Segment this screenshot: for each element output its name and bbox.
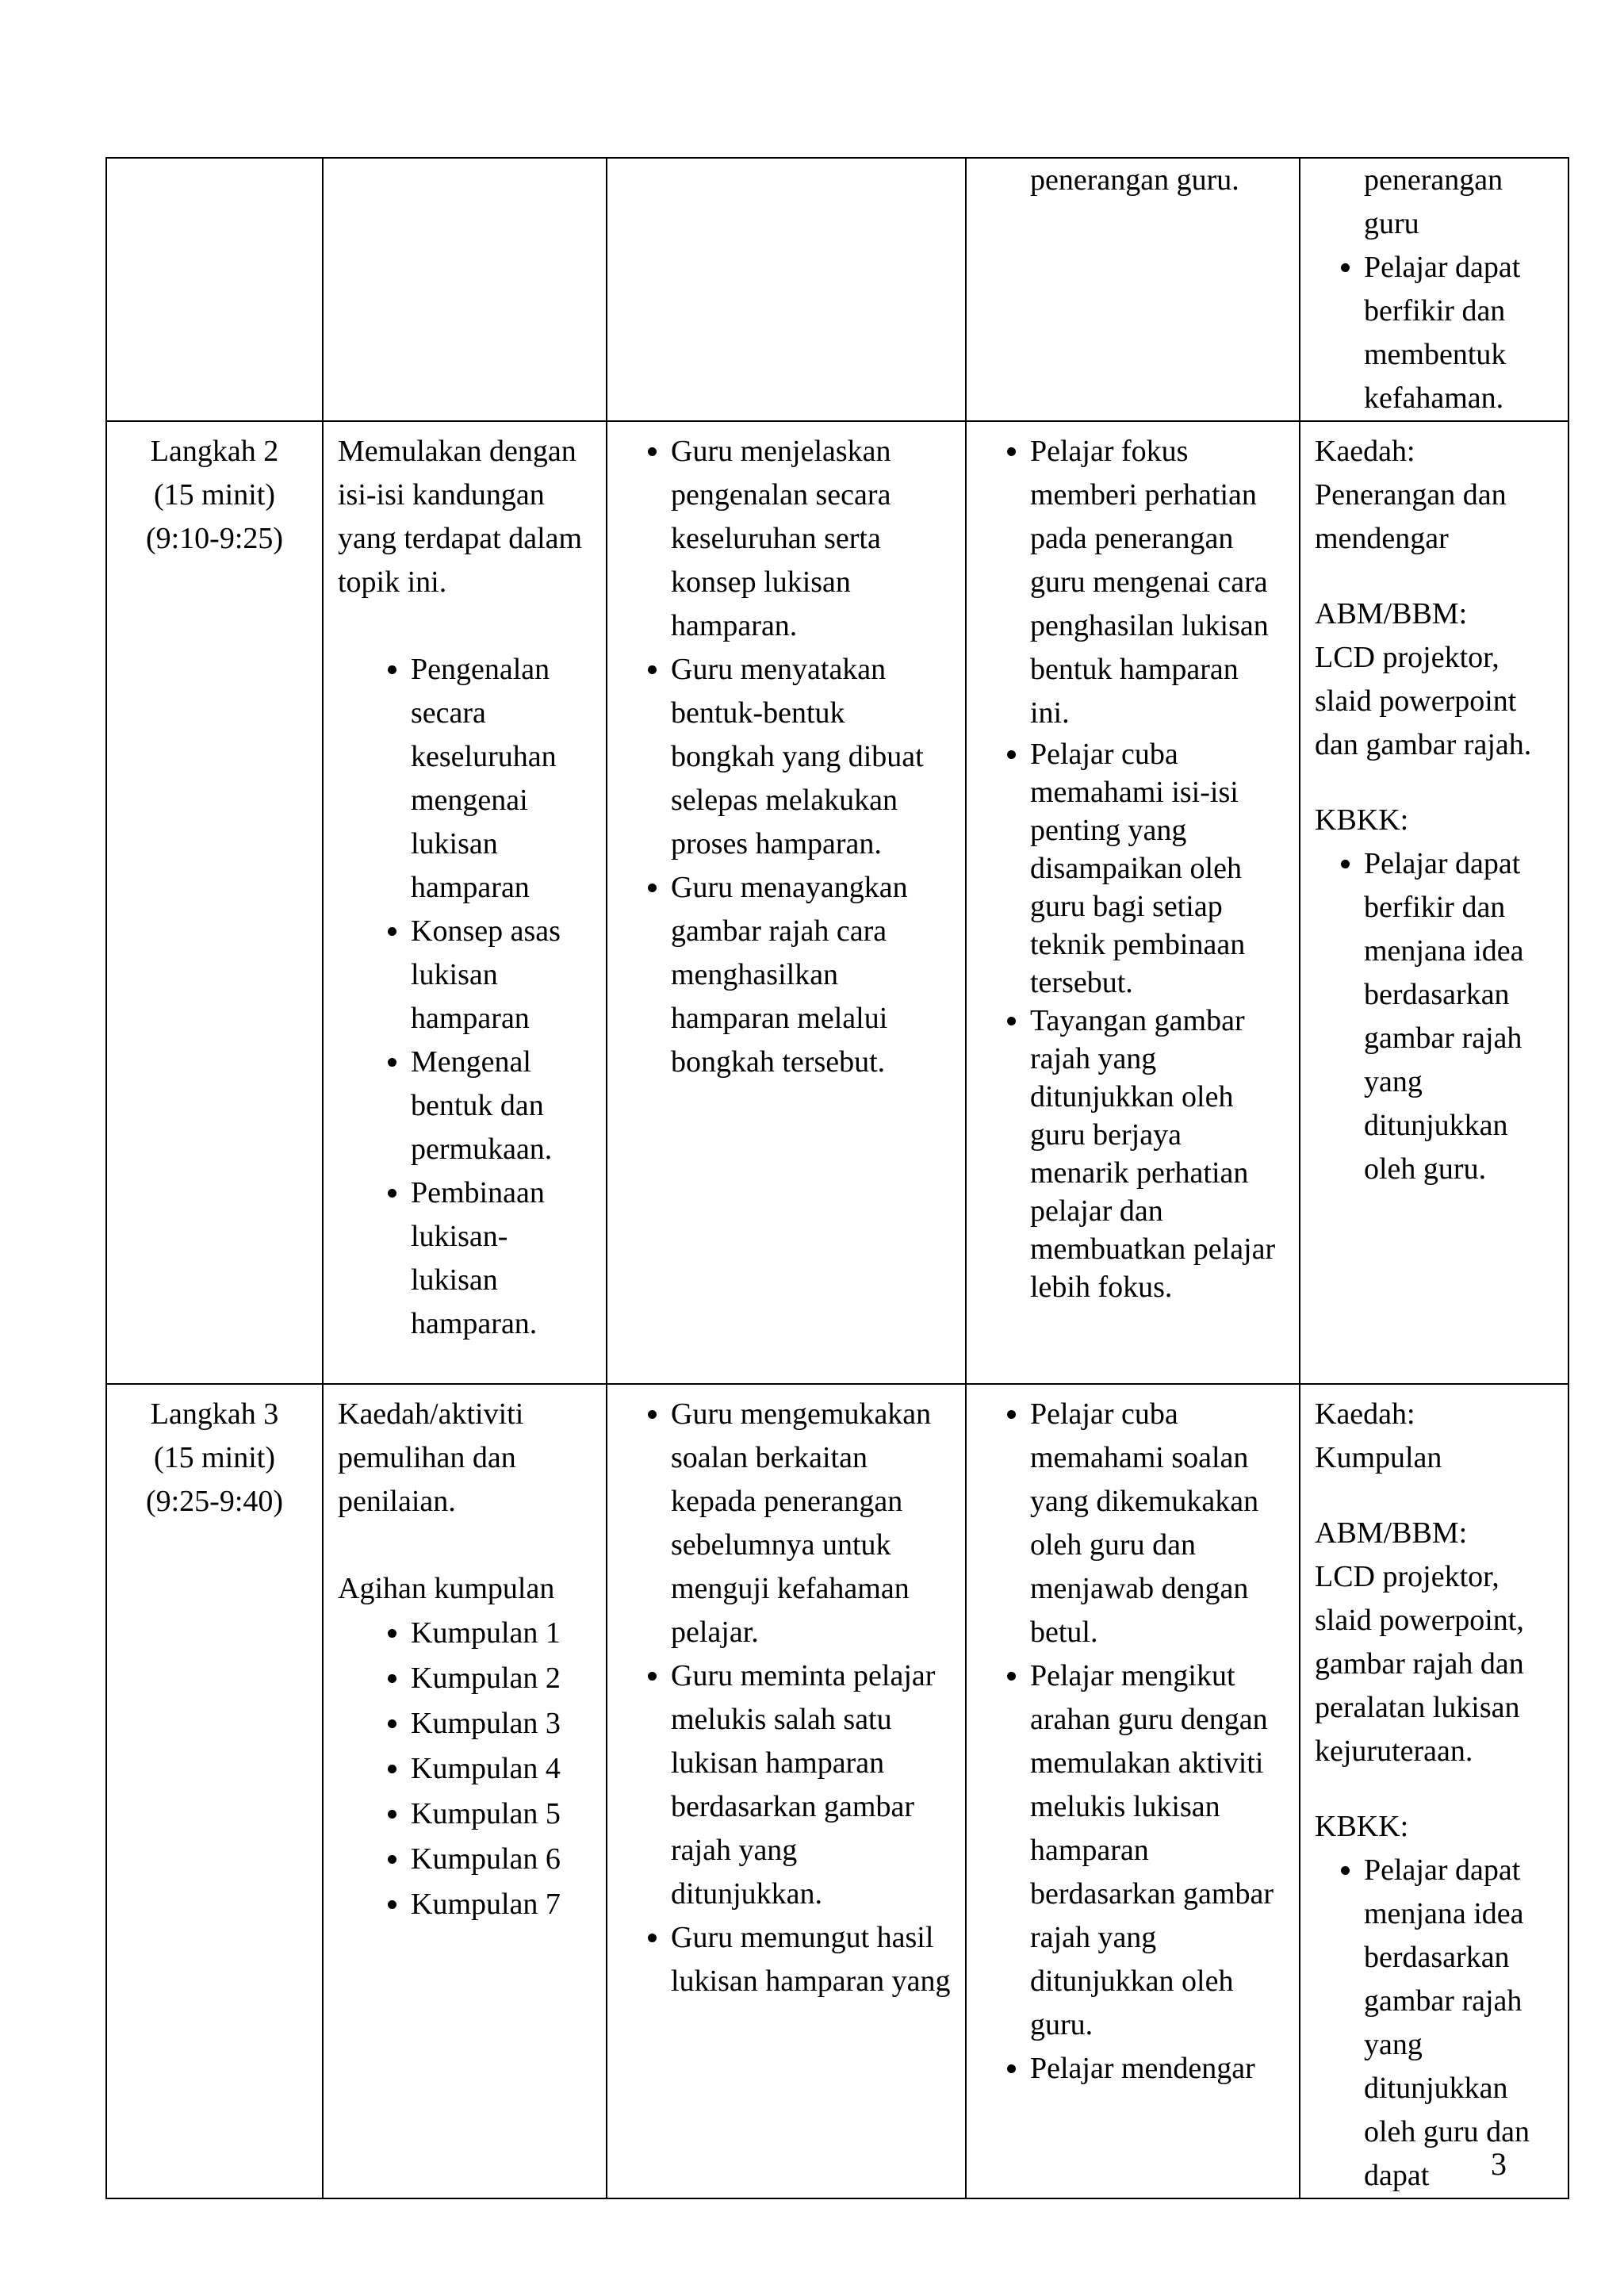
list-item: • Pelajar mengikut arahan guru dengan memulakan aktiviti melukis lukisan hamparan berdasarkan gambar rajah yang ditunjukkan oleh guru. <box>1030 1654 1285 2047</box>
list-item: • Guru memungut hasil lukisan hamparan yang <box>671 1916 951 2003</box>
list-item: • Pengenalan secara keseluruhan mengenai lukisan hamparan <box>411 648 592 910</box>
abm-label: ABM/BBM: <box>1315 597 1468 631</box>
list-item: • Pelajar fokus memberi perhatian pada penerangan guru mengenai cara penghasilan lukisan bentuk hamparan ini. <box>1030 430 1285 735</box>
step-cell <box>106 1384 323 2198</box>
student-activity-cell <box>966 1384 1300 2198</box>
kbkk-label: KBKK: <box>1315 803 1409 837</box>
list-item: • Kumpulan 5 <box>411 1792 592 1837</box>
step-time: (9:25-9:40) <box>145 1485 284 1518</box>
list-item: • Guru mengemukakan soalan berkaitan kepada penerangan sebelumnya untuk menguji kefahaman pelajar. <box>671 1393 951 1654</box>
list-item: • Guru menjelaskan pengenalan secara keseluruhan serta konsep lukisan hamparan. <box>671 430 951 648</box>
list-item: • Pelajar dapat berfikir dan menjana idea berdasarkan gambar rajah yang ditunjukkan oleh guru. <box>1364 842 1553 1191</box>
step-cell <box>106 158 323 421</box>
abm-value: LCD projektor, slaid powerpoint dan gambar rajah. <box>1315 641 1532 761</box>
list-item: • Pelajar mendengar <box>1030 2047 1285 2091</box>
list-item: • Mengenal bentuk dan permukaan. <box>411 1041 592 1171</box>
list-item: • Kumpulan 1 <box>411 1611 592 1656</box>
table-row-langkah-3 <box>106 1384 1568 2198</box>
list-item: • Guru meminta pelajar melukis salah satu lukisan hamparan berdasarkan gambar rajah yang ditunjukkan. <box>671 1654 951 1916</box>
list-item: • Konsep asas lukisan hamparan <box>411 910 592 1041</box>
list-item: • Kumpulan 7 <box>411 1882 592 1927</box>
list-item: • Pelajar cuba memahami isi-isi penting yang disampaikan oleh guru bagi setiap teknik pembinaan tersebut. <box>1030 735 1285 1002</box>
step-title: Langkah 2 <box>150 435 279 468</box>
abm-label: ABM/BBM: <box>1315 1516 1468 1550</box>
notes-cell <box>1300 421 1568 1384</box>
step-cell <box>106 421 323 1384</box>
kbkk-label: KBKK: <box>1315 1810 1409 1843</box>
method-label: Kaedah: <box>1315 435 1415 468</box>
method-value: Kumpulan <box>1315 1441 1442 1474</box>
list-item: • Guru menayangkan gambar rajah cara menghasilkan hamparan melalui bongkah tersebut. <box>671 866 951 1084</box>
continued-notes-text: penerangan guru <box>1364 163 1503 240</box>
content-intro: Kaedah/aktiviti pemulihan dan penilaian. <box>338 1397 524 1518</box>
list-item: • Kumpulan 2 <box>411 1656 592 1701</box>
table-row-langkah-2 <box>106 421 1568 1384</box>
step-duration: (15 minit) <box>153 1441 276 1474</box>
lesson-plan-table <box>105 157 1569 2199</box>
list-item: • Kumpulan 3 <box>411 1701 592 1746</box>
teacher-activity-cell <box>607 421 966 1384</box>
method-value: Penerangan dan mendengar <box>1315 478 1507 555</box>
list-item: • Pembinaan lukisan-lukisan hamparan. <box>411 1171 592 1346</box>
step-time: (9:10-9:25) <box>145 522 284 555</box>
step-title: Langkah 3 <box>150 1397 279 1431</box>
student-activity-cell <box>966 158 1300 421</box>
list-item: • Kumpulan 6 <box>411 1837 592 1882</box>
table-row-continued <box>106 158 1568 421</box>
content-intro: Memulakan dengan isi-isi kandungan yang terdapat dalam topik ini. <box>338 435 583 599</box>
step-duration: (15 minit) <box>153 478 276 512</box>
student-activity-cell <box>966 421 1300 1384</box>
list-item: • Pelajar dapat menjana idea berdasarkan gambar rajah yang ditunjukkan oleh guru dan dapat <box>1364 1849 1553 2198</box>
list-item: • Pelajar cuba memahami soalan yang dikemukakan oleh guru dan menjawab dengan betul. <box>1030 1393 1285 1654</box>
teacher-activity-cell <box>607 158 966 421</box>
continued-student-text: penerangan guru. <box>1030 163 1239 197</box>
group-heading: Agihan kumpulan <box>338 1572 555 1605</box>
page-number: 3 <box>1491 2146 1507 2182</box>
content-cell <box>323 158 607 421</box>
notes-cell <box>1300 1384 1568 2198</box>
method-label: Kaedah: <box>1315 1397 1415 1431</box>
teacher-activity-cell <box>607 1384 966 2198</box>
content-cell <box>323 421 607 1384</box>
notes-cell <box>1300 158 1568 421</box>
list-item: • Kumpulan 4 <box>411 1746 592 1792</box>
list-item: • Guru menyatakan bentuk-bentuk bongkah yang dibuat selepas melakukan proses hamparan. <box>671 648 951 866</box>
content-cell <box>323 1384 607 2198</box>
list-item: • Pelajar dapat berfikir dan membentuk kefahaman. <box>1364 246 1553 420</box>
abm-value: LCD projektor, slaid powerpoint, gambar rajah dan peralatan lukisan kejuruteraan. <box>1315 1560 1524 1768</box>
list-item: • Tayangan gambar rajah yang ditunjukkan oleh guru berjaya menarik perhatian pelajar dan membuatkan pelajar lebih fokus. <box>1030 1002 1285 1306</box>
